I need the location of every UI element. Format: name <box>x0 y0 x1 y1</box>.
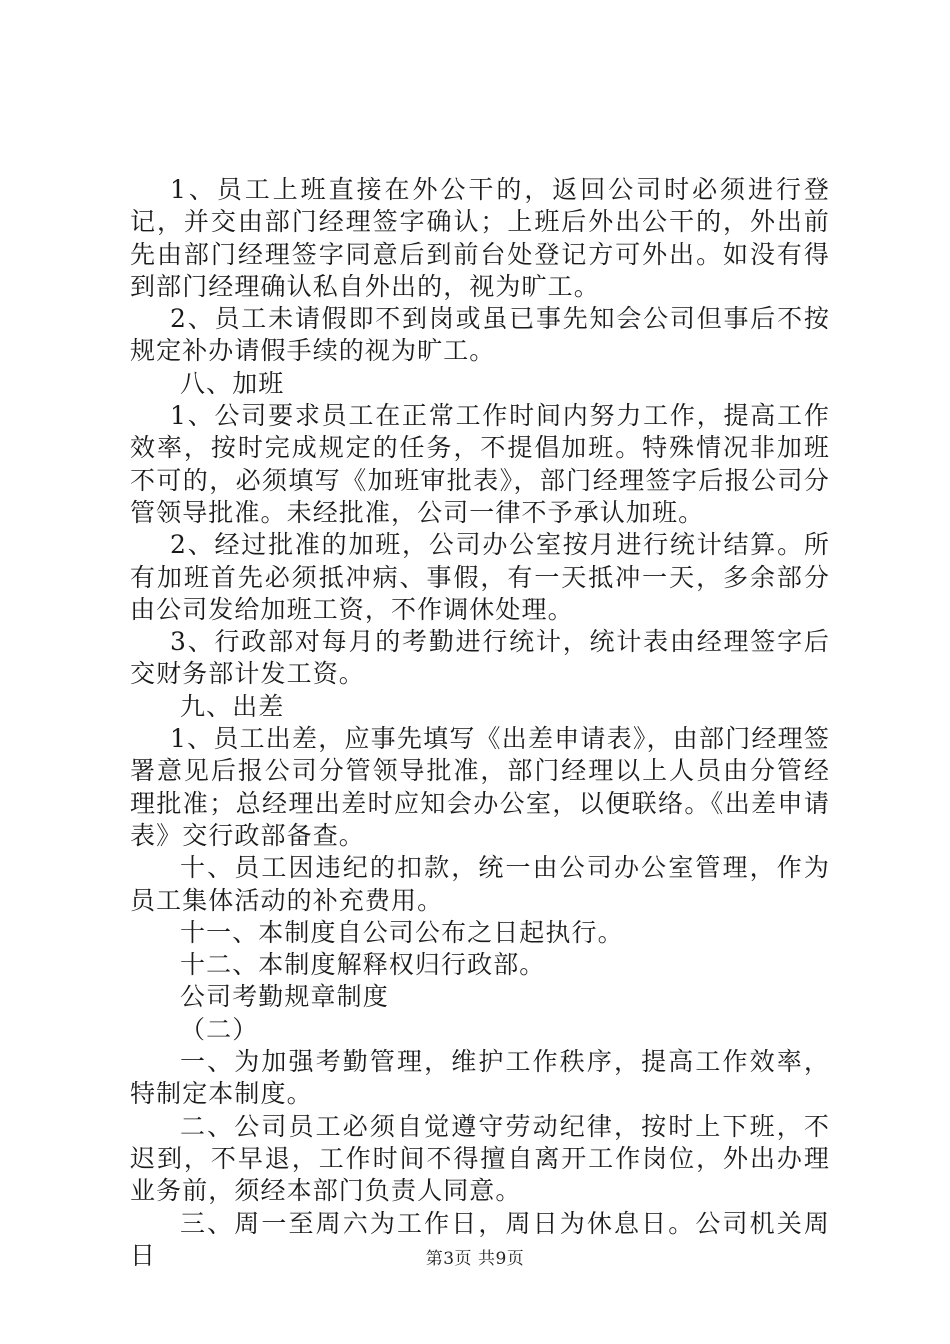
paragraph-business-trip-request: 1、员工出差，应事先填写《出差申请表》，由部门经理签署意见后报公司分管领导批准，部门经理以上人员由分管经理批准；总经理出差时应知会办公室，以便联络。《出差申请表》交行政部备查。 <box>130 724 830 850</box>
article-twelve-interpretation: 十二、本制度解释权归行政部。 <box>180 950 546 980</box>
article-two-discipline: 二、公司员工必须自觉遵守劳动纪律，按时上下班，不迟到，不早退，工作时间不得擅自离开工作岗位，外出办理业务前，须经本部门负责人同意。 <box>130 1111 830 1206</box>
paragraph-sign-in-rule: 1、员工上班直接在外公干的，返回公司时必须进行登记，并交由部门经理签字确认；上班后外出公干的，外出前先由部门经理签字同意后到前台处登记方可外出。如没有得到部门经理确认私自外出的，视为旷工。 <box>130 175 830 301</box>
article-eleven-effective: 十一、本制度自公司公布之日起执行。 <box>180 917 624 947</box>
paragraph-overtime-settlement: 2、经过批准的加班，公司办公室按月进行统计结算。所有加班首先必须抵冲病、事假，有一天抵冲一天，多余部分由公司发给加班工资，不作调休处理。 <box>130 530 830 624</box>
paragraph-attendance-statistics: 3、行政部对每月的考勤进行统计，统计表由经理签字后交财务部计发工资。 <box>130 627 830 689</box>
paragraph-overtime-approval: 1、公司要求员工在正常工作时间内努力工作，提高工作效率，按时完成规定的任务，不提倡加班。特殊情况非加班不可的，必须填写《加班审批表》，部门经理签字后报公司分管领导批准。未经批准，公司一律不予承认加班。 <box>130 401 830 527</box>
section-heading-overtime: 八、加班 <box>180 368 285 398</box>
article-one-purpose: 一、为加强考勤管理，维护工作秩序，提高工作效率，特制定本制度。 <box>130 1047 830 1109</box>
page-number-footer: 第3页 共9页 <box>425 1249 525 1269</box>
article-three-workdays: 三、周一至周六为工作日，周日为休息日。公司机关周日 <box>130 1208 830 1270</box>
paragraph-absence-rule: 2、员工未请假即不到岗或虽已事先知会公司但事后不按规定补办请假手续的视为旷工。 <box>130 304 830 366</box>
document-part-number: （二） <box>180 1014 259 1044</box>
section-heading-business-trip: 九、出差 <box>180 691 285 721</box>
document-subtitle: 公司考勤规章制度 <box>180 982 389 1012</box>
document-body <box>130 174 830 1272</box>
article-ten-deductions: 十、员工因违纪的扣款，统一由公司办公室管理，作为员工集体活动的补充费用。 <box>130 853 830 915</box>
